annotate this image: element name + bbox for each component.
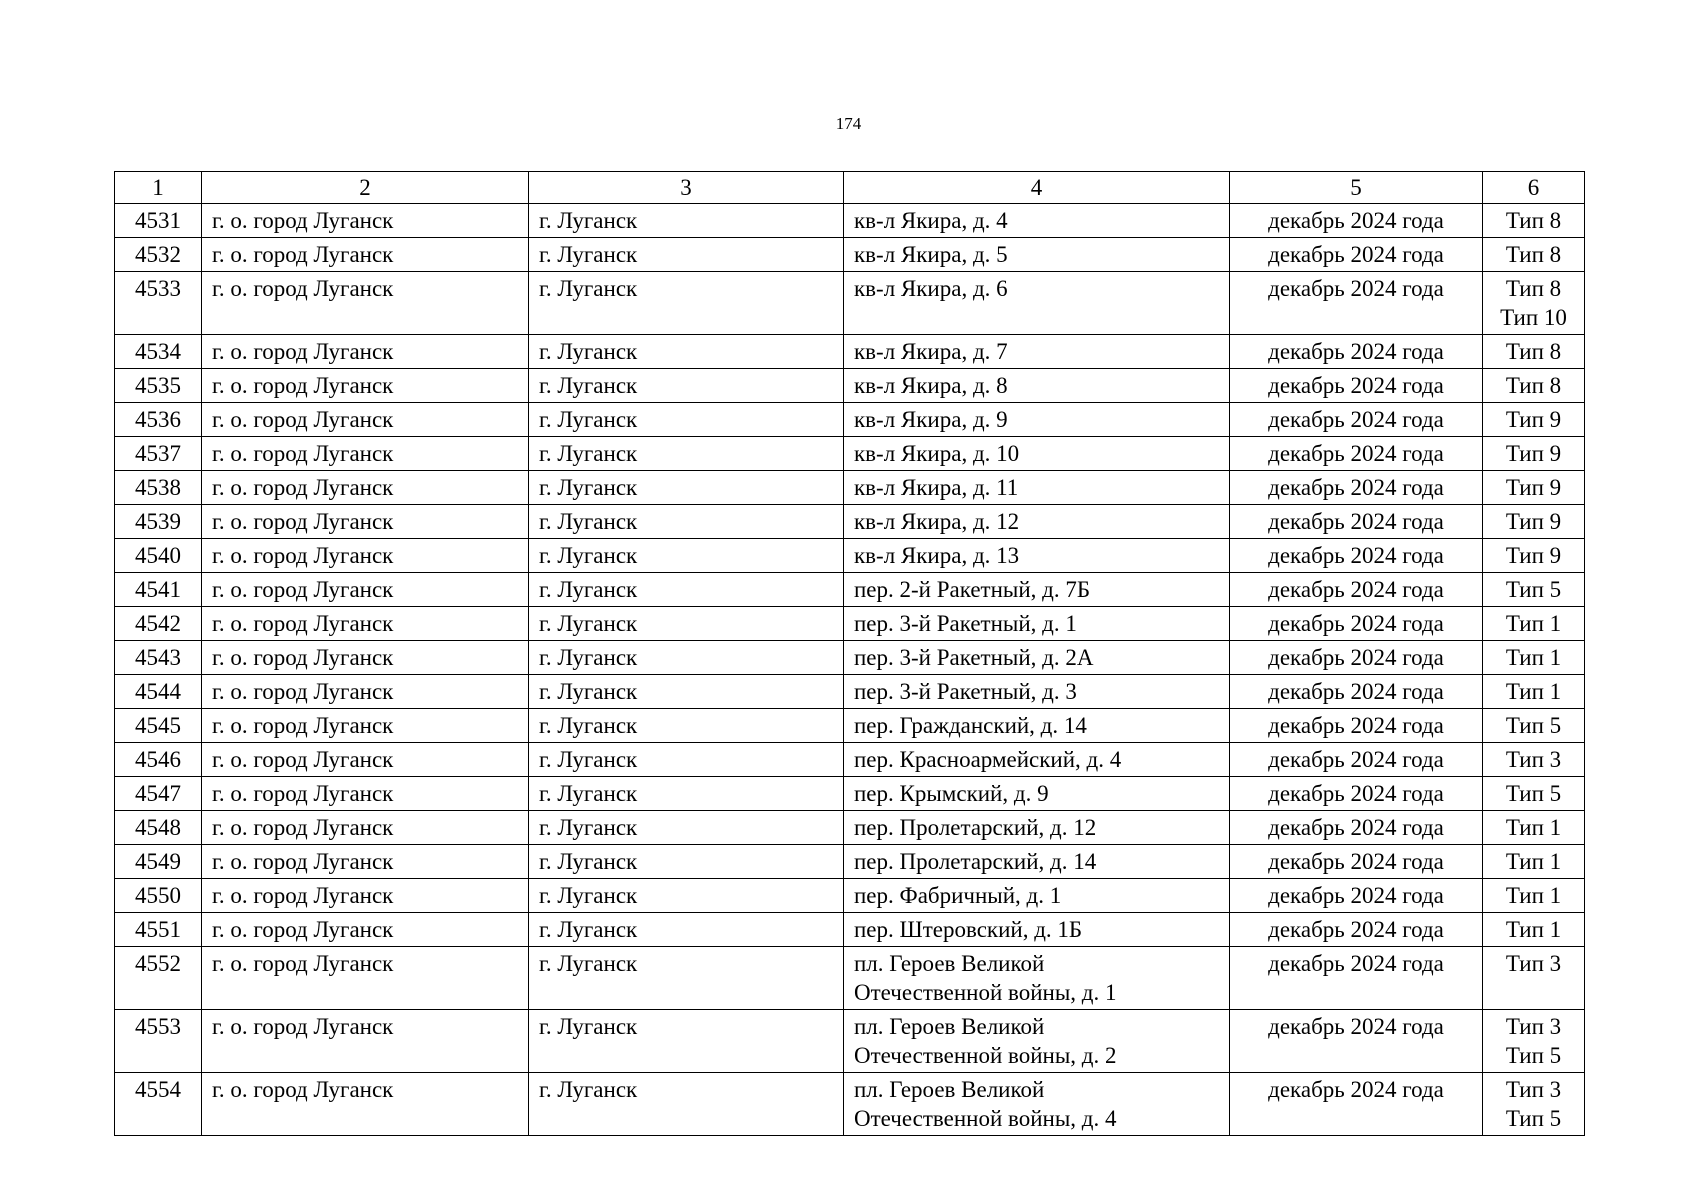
table-row [115,675,1585,709]
row-number: 4538 [115,471,202,505]
type-line: Тип 1 [1505,815,1562,840]
district-cell: г. о. город Луганск [202,238,529,272]
table-row [115,369,1585,403]
address-cell [844,369,1230,403]
address-line: кв-л Якира, д. 4 [854,208,1008,233]
address-cell [844,539,1230,573]
address-cell [844,845,1230,879]
district-cell: г. о. город Луганск [202,811,529,845]
row-number: 4536 [115,403,202,437]
address-cell [844,437,1230,471]
address-line: пер. Пролетарский, д. 14 [854,849,1097,874]
district-cell: г. о. город Луганск [202,1073,529,1136]
address-cell [844,403,1230,437]
type-line: Тип 1 [1505,645,1562,670]
table-row [115,709,1585,743]
table-row [115,845,1585,879]
type-line: Тип 8 [1505,242,1562,267]
district-cell: г. о. город Луганск [202,641,529,675]
table-row [115,879,1585,913]
address-line: кв-л Якира, д. 6 [854,276,1008,301]
type-line: Тип 9 [1505,509,1562,534]
address-line: кв-л Якира, д. 5 [854,242,1008,267]
table-row [115,539,1585,573]
city-cell: г. Луганск [529,879,844,913]
column-header: 2 [202,172,529,204]
type-line: Тип 1 [1505,883,1562,908]
city-cell: г. Луганск [529,369,844,403]
address-cell [844,204,1230,238]
type-line: Тип 5 [1505,781,1562,806]
table-row [115,238,1585,272]
type-cell [1483,471,1585,505]
row-number: 4549 [115,845,202,879]
district-cell: г. о. город Луганск [202,505,529,539]
address-line: пер. 3-й Ракетный, д. 3 [854,679,1077,704]
date-cell: декабрь 2024 года [1230,403,1483,437]
type-line: Тип 8 [1505,373,1562,398]
address-cell [844,335,1230,369]
type-cell [1483,709,1585,743]
type-line: Тип 5 [1505,1043,1562,1068]
type-line: Тип 3 [1505,747,1562,772]
city-cell: г. Луганск [529,1073,844,1136]
district-cell: г. о. город Луганск [202,471,529,505]
date-cell: декабрь 2024 года [1230,811,1483,845]
row-number: 4551 [115,913,202,947]
type-cell [1483,675,1585,709]
column-header: 3 [529,172,844,204]
city-cell: г. Луганск [529,272,844,335]
type-cell [1483,811,1585,845]
row-number: 4542 [115,607,202,641]
address-line: кв-л Якира, д. 10 [854,441,1020,466]
address-line: Отечественной войны, д. 4 [854,1106,1117,1131]
address-line: кв-л Якира, д. 11 [854,475,1019,500]
city-cell: г. Луганск [529,913,844,947]
date-cell: декабрь 2024 года [1230,675,1483,709]
city-cell: г. Луганск [529,471,844,505]
date-cell: декабрь 2024 года [1230,573,1483,607]
district-cell: г. о. город Луганск [202,1010,529,1073]
address-line: кв-л Якира, д. 13 [854,543,1020,568]
type-line: Тип 8 [1505,208,1562,233]
type-cell [1483,777,1585,811]
date-cell: декабрь 2024 года [1230,879,1483,913]
row-number: 4554 [115,1073,202,1136]
type-line: Тип 9 [1505,441,1562,466]
table-row [115,335,1585,369]
address-line: пер. Пролетарский, д. 12 [854,815,1097,840]
date-cell: декабрь 2024 года [1230,607,1483,641]
table-row [115,913,1585,947]
type-cell [1483,403,1585,437]
district-cell: г. о. город Луганск [202,204,529,238]
address-line: пер. Фабричный, д. 1 [854,883,1062,908]
date-cell: декабрь 2024 года [1230,272,1483,335]
city-cell: г. Луганск [529,641,844,675]
type-cell [1483,845,1585,879]
type-cell [1483,204,1585,238]
table-row [115,471,1585,505]
type-line: Тип 8 [1505,339,1562,364]
city-cell: г. Луганск [529,335,844,369]
address-cell [844,675,1230,709]
type-cell [1483,947,1585,1010]
district-cell: г. о. город Луганск [202,675,529,709]
district-cell: г. о. город Луганск [202,539,529,573]
address-line: пер. Штеровский, д. 1Б [854,917,1083,942]
date-cell: декабрь 2024 года [1230,1010,1483,1073]
district-cell: г. о. город Луганск [202,607,529,641]
type-cell [1483,369,1585,403]
address-line: пер. Крымский, д. 9 [854,781,1049,806]
city-cell: г. Луганск [529,811,844,845]
row-number: 4548 [115,811,202,845]
date-cell: декабрь 2024 года [1230,641,1483,675]
district-cell: г. о. город Луганск [202,743,529,777]
address-line: Отечественной войны, д. 1 [854,980,1117,1005]
city-cell: г. Луганск [529,505,844,539]
address-line: Отечественной войны, д. 2 [854,1043,1117,1068]
table-row [115,743,1585,777]
type-line: Тип 5 [1505,713,1562,738]
date-cell: декабрь 2024 года [1230,238,1483,272]
district-cell: г. о. город Луганск [202,437,529,471]
address-cell [844,709,1230,743]
type-cell [1483,272,1585,335]
type-cell [1483,505,1585,539]
date-cell: декабрь 2024 года [1230,369,1483,403]
address-cell [844,505,1230,539]
registry-table [114,171,1585,1136]
type-line: Тип 8 [1505,276,1562,301]
district-cell: г. о. город Луганск [202,369,529,403]
district-cell: г. о. город Луганск [202,777,529,811]
type-line: Тип 1 [1505,679,1562,704]
type-cell [1483,641,1585,675]
type-line: Тип 3 [1505,1014,1562,1039]
address-line: кв-л Якира, д. 12 [854,509,1020,534]
table-row [115,403,1585,437]
date-cell: декабрь 2024 года [1230,505,1483,539]
city-cell: г. Луганск [529,743,844,777]
date-cell: декабрь 2024 года [1230,709,1483,743]
type-cell [1483,913,1585,947]
district-cell: г. о. город Луганск [202,335,529,369]
column-header: 4 [844,172,1230,204]
table-row [115,947,1585,1010]
district-cell: г. о. город Луганск [202,845,529,879]
address-line: пер. Красноармейский, д. 4 [854,747,1122,772]
table-row [115,272,1585,335]
date-cell: декабрь 2024 года [1230,947,1483,1010]
type-cell [1483,607,1585,641]
district-cell: г. о. город Луганск [202,709,529,743]
column-header: 6 [1483,172,1585,204]
city-cell: г. Луганск [529,238,844,272]
address-line: пл. Героев Великой [854,1014,1045,1039]
type-cell [1483,573,1585,607]
table-row [115,505,1585,539]
row-number: 4553 [115,1010,202,1073]
type-cell [1483,879,1585,913]
type-cell [1483,743,1585,777]
row-number: 4534 [115,335,202,369]
type-cell [1483,1010,1585,1073]
city-cell: г. Луганск [529,1010,844,1073]
address-cell [844,947,1230,1010]
district-cell: г. о. город Луганск [202,573,529,607]
address-cell [844,743,1230,777]
row-number: 4539 [115,505,202,539]
type-line: Тип 3 [1505,951,1562,976]
city-cell: г. Луганск [529,777,844,811]
page-number: 174 [835,114,862,133]
address-line: пер. 2-й Ракетный, д. 7Б [854,577,1091,602]
row-number: 4532 [115,238,202,272]
address-cell [844,1010,1230,1073]
table-row [115,1073,1585,1136]
type-line: Тип 10 [1500,305,1567,330]
address-cell [844,811,1230,845]
row-number: 4545 [115,709,202,743]
type-cell [1483,539,1585,573]
address-line: пл. Героев Великой [854,951,1045,976]
address-cell [844,607,1230,641]
date-cell: декабрь 2024 года [1230,845,1483,879]
address-line: кв-л Якира, д. 8 [854,373,1008,398]
type-cell [1483,335,1585,369]
row-number: 4533 [115,272,202,335]
row-number: 4547 [115,777,202,811]
address-cell [844,573,1230,607]
address-cell [844,641,1230,675]
address-cell [844,913,1230,947]
type-line: Тип 1 [1505,917,1562,942]
row-number: 4544 [115,675,202,709]
date-cell: декабрь 2024 года [1230,437,1483,471]
type-cell [1483,1073,1585,1136]
city-cell: г. Луганск [529,607,844,641]
date-cell: декабрь 2024 года [1230,743,1483,777]
table-row [115,1010,1585,1073]
row-number: 4531 [115,204,202,238]
date-cell: декабрь 2024 года [1230,539,1483,573]
address-line: пер. Гражданский, д. 14 [854,713,1087,738]
type-line: Тип 1 [1505,611,1562,636]
table-row [115,607,1585,641]
date-cell: декабрь 2024 года [1230,471,1483,505]
address-line: кв-л Якира, д. 7 [854,339,1008,364]
row-number: 4541 [115,573,202,607]
address-line: пер. 3-й Ракетный, д. 1 [854,611,1077,636]
table-row [115,777,1585,811]
type-line: Тип 3 [1505,1077,1562,1102]
city-cell: г. Луганск [529,539,844,573]
table-row [115,204,1585,238]
type-cell [1483,238,1585,272]
column-header: 1 [115,172,202,204]
district-cell: г. о. город Луганск [202,947,529,1010]
address-cell [844,777,1230,811]
address-cell [844,1073,1230,1136]
type-line: Тип 9 [1505,543,1562,568]
address-cell [844,238,1230,272]
city-cell: г. Луганск [529,403,844,437]
district-cell: г. о. город Луганск [202,272,529,335]
date-cell: декабрь 2024 года [1230,204,1483,238]
address-cell [844,272,1230,335]
district-cell: г. о. город Луганск [202,403,529,437]
type-line: Тип 9 [1505,475,1562,500]
date-cell: декабрь 2024 года [1230,1073,1483,1136]
city-cell: г. Луганск [529,709,844,743]
city-cell: г. Луганск [529,947,844,1010]
date-cell: декабрь 2024 года [1230,777,1483,811]
district-cell: г. о. город Луганск [202,879,529,913]
row-number: 4546 [115,743,202,777]
address-line: пер. 3-й Ракетный, д. 2А [854,645,1094,670]
header-row [115,172,1585,204]
row-number: 4552 [115,947,202,1010]
table-row [115,573,1585,607]
city-cell: г. Луганск [529,204,844,238]
city-cell: г. Луганск [529,437,844,471]
district-cell: г. о. город Луганск [202,913,529,947]
table-row [115,811,1585,845]
city-cell: г. Луганск [529,845,844,879]
address-cell [844,879,1230,913]
city-cell: г. Луганск [529,675,844,709]
type-cell [1483,437,1585,471]
type-line: Тип 5 [1505,1106,1562,1131]
type-line: Тип 9 [1505,407,1562,432]
row-number: 4540 [115,539,202,573]
row-number: 4543 [115,641,202,675]
row-number: 4535 [115,369,202,403]
row-number: 4550 [115,879,202,913]
address-line: пл. Героев Великой [854,1077,1045,1102]
city-cell: г. Луганск [529,573,844,607]
date-cell: декабрь 2024 года [1230,335,1483,369]
date-cell: декабрь 2024 года [1230,913,1483,947]
table-row [115,437,1585,471]
table-row [115,641,1585,675]
type-line: Тип 5 [1505,577,1562,602]
address-cell [844,471,1230,505]
type-line: Тип 1 [1505,849,1562,874]
column-header: 5 [1230,172,1483,204]
table-body [115,204,1585,1136]
row-number: 4537 [115,437,202,471]
address-line: кв-л Якира, д. 9 [854,407,1008,432]
